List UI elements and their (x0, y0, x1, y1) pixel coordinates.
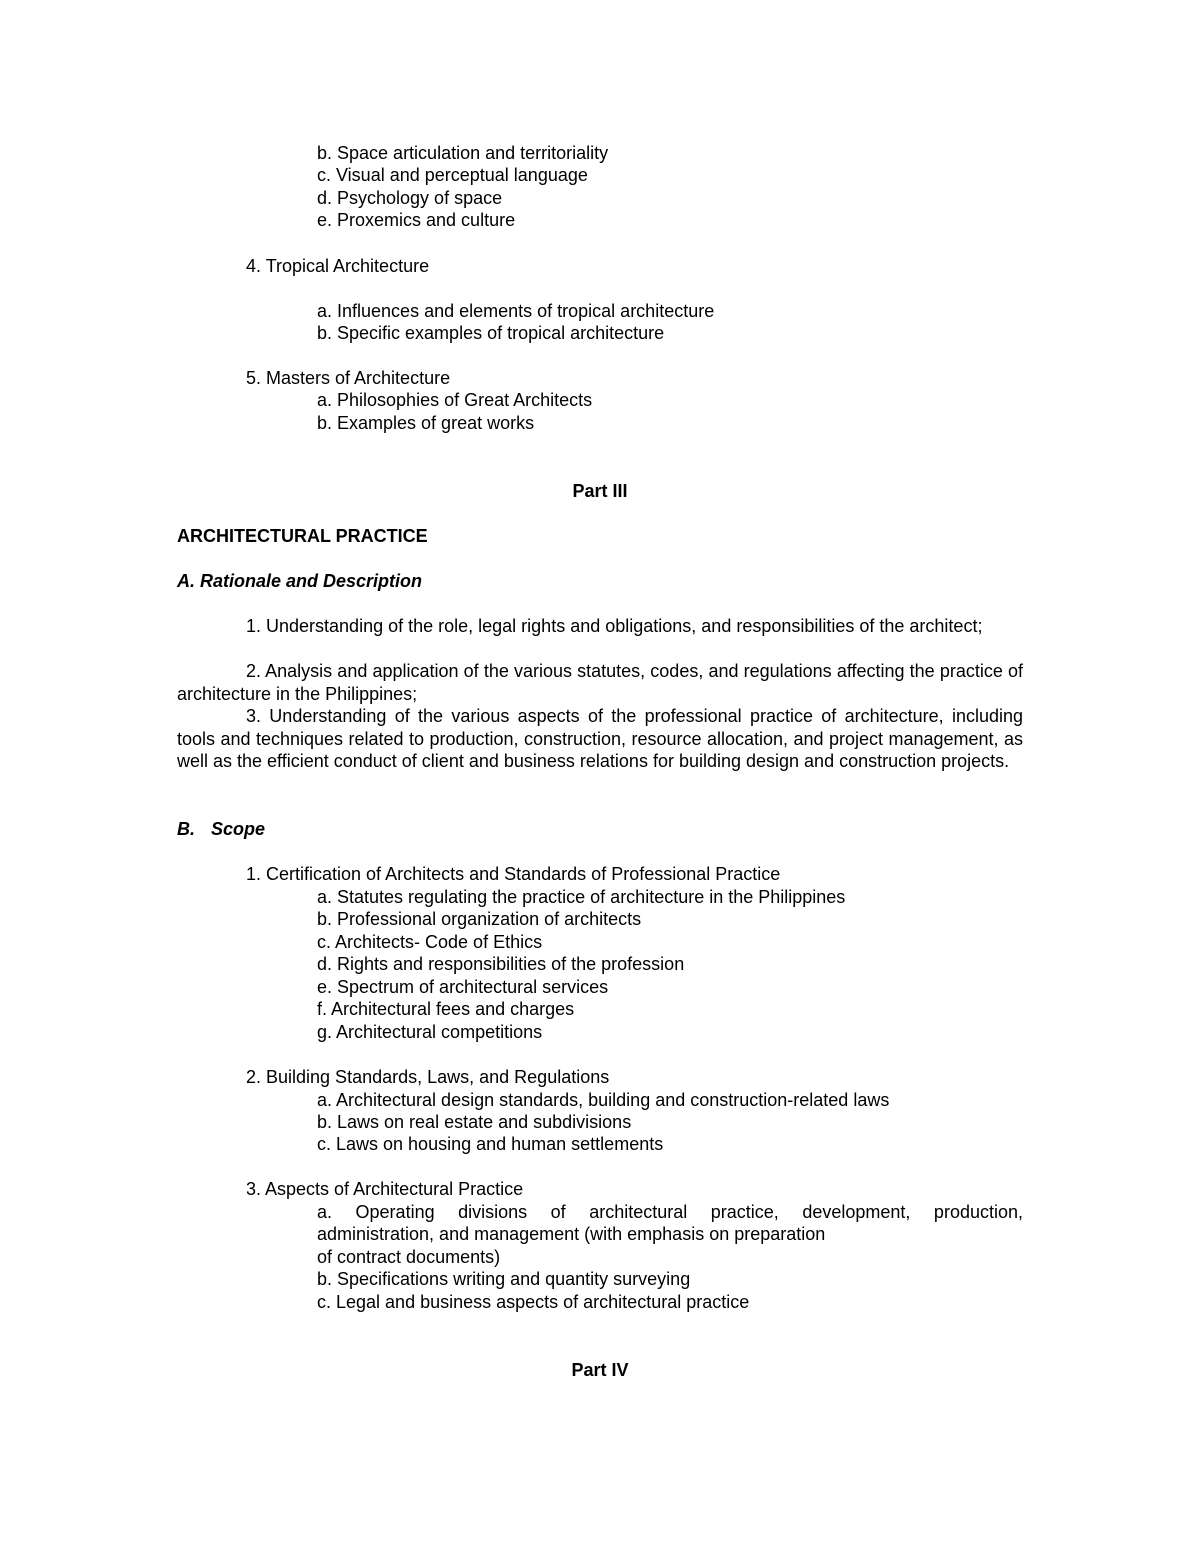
list-item: b. Specifications writing and quantity surveying (317, 1269, 691, 1289)
part-label: Part IV (571, 1360, 629, 1380)
rationale-paragraph-1: 1. Understanding of the role, legal rights and obligations, and responsibilities of the architect; (246, 616, 983, 636)
rationale-paragraph-3: 3. Understanding of the various aspects of the professional practice of architecture, including tools and techniques related to production, construction, resource allocation, and project management, as well as the efficient conduct of client and business relations for building design and construction projects. (177, 706, 1023, 772)
scope-text: Scope (211, 819, 266, 839)
list-item: c. Visual and perceptual language (317, 165, 588, 185)
list-item-continuation: administration, and management (with emphasis on preparation (317, 1224, 826, 1244)
rationale-paragraph-2: 2. Analysis and application of the various statutes, codes, and regulations affecting the practice of architecture in the Philippines; (177, 661, 1023, 704)
part-label: Part III (572, 481, 628, 501)
list-item: a. Architectural design standards, building and construction-related laws (317, 1090, 890, 1110)
list-item: b. Professional organization of architects (317, 909, 642, 929)
section-heading: ARCHITECTURAL PRACTICE (177, 526, 428, 546)
list-item: b. Examples of great works (317, 413, 535, 433)
list-item-title: 3. Aspects of Architectural Practice (246, 1179, 524, 1199)
subsection-heading-a: A. Rationale and Description (177, 571, 423, 591)
list-item-title: 1. Certification of Architects and Standards of Professional Practice (246, 864, 781, 884)
list-item: b. Laws on real estate and subdivisions (317, 1112, 632, 1132)
list-item: d. Psychology of space (317, 188, 503, 208)
list-item: a. Philosophies of Great Architects (317, 390, 593, 410)
list-item: b. Space articulation and territoriality (317, 143, 609, 163)
list-item: a. Influences and elements of tropical architecture (317, 301, 715, 321)
list-item-continuation: of contract documents) (317, 1247, 501, 1267)
list-item-title: 4. Tropical Architecture (246, 256, 430, 276)
scope-letter: B. (177, 819, 195, 839)
list-item: c. Legal and business aspects of architectural practice (317, 1292, 750, 1312)
list-item-title: 2. Building Standards, Laws, and Regulations (246, 1067, 610, 1087)
list-item: g. Architectural competitions (317, 1022, 543, 1042)
list-item: c. Architects- Code of Ethics (317, 932, 543, 952)
list-item: e. Spectrum of architectural services (317, 977, 609, 997)
list-item: a. Statutes regulating the practice of architecture in the Philippines (317, 887, 846, 907)
list-item: d. Rights and responsibilities of the profession (317, 954, 685, 974)
list-item: f. Architectural fees and charges (317, 999, 575, 1019)
list-item: b. Specific examples of tropical architecture (317, 323, 665, 343)
list-item: e. Proxemics and culture (317, 210, 516, 230)
list-item: c. Laws on housing and human settlements (317, 1134, 664, 1154)
list-item: a. Operating divisions of architectural practice, development, production, (317, 1202, 1023, 1222)
subsection-heading-b (177, 818, 265, 841)
list-item-title: 5. Masters of Architecture (246, 368, 451, 388)
